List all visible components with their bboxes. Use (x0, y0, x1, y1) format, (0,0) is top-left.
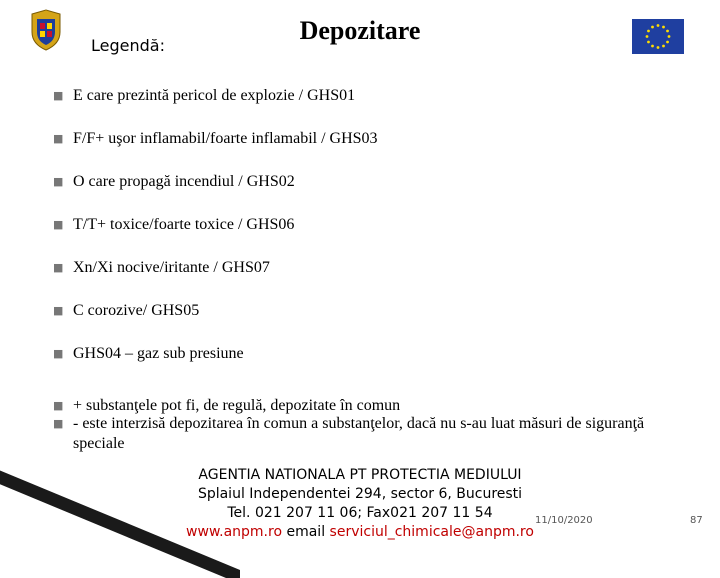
eu-star-icon (662, 45, 665, 48)
list-item (53, 258, 270, 278)
footer-address: Splaiul Independentei 294, sector 6, Bucuresti (197, 486, 523, 502)
square-bullet-icon: ■ (53, 347, 64, 360)
list-item (53, 86, 355, 106)
email-label: email (286, 524, 326, 540)
footer-phone: Tel. 021 207 11 06; Fax021 207 11 54 (227, 505, 493, 521)
list-item-text: Xn/Xi nocive/iritante / GHS07 (73, 259, 270, 276)
email-link[interactable]: serviciul_chimicale@anpm.ro (329, 524, 534, 540)
square-bullet-icon: ■ (53, 175, 64, 188)
footer-contact (120, 466, 600, 542)
square-bullet-icon: ■ (53, 218, 64, 231)
list-item-text: T/T+ toxice/foarte toxice / GHS06 (73, 216, 295, 233)
list-item (53, 414, 673, 454)
list-item-text: - este interzisă depozitarea în comun a substanţelor, dacă nu s-au luat măsuri de siguranţă speciale (73, 415, 645, 452)
list-item (53, 129, 378, 149)
eu-star-icon (657, 46, 660, 49)
page-title: Depozitare (299, 16, 421, 45)
eu-star-icon (666, 30, 669, 33)
footer-agency: AGENTIA NATIONALA PT PROTECTIA MEDIULUI (198, 467, 522, 483)
list-item-text: E care prezintă pericol de explozie / GHS01 (73, 87, 356, 104)
list-item-text: O care propagă incendiul / GHS02 (73, 173, 295, 190)
list-item-text: F/F+ uşor inflamabil/foarte inflamabil / GHS03 (73, 130, 378, 147)
eu-star-icon (666, 41, 669, 44)
eu-star-icon (668, 35, 671, 38)
eu-star-icon (647, 30, 650, 33)
list-item (53, 172, 295, 192)
list-item-text: GHS04 – gaz sub presiune (73, 345, 244, 362)
eu-flag-icon (632, 19, 684, 54)
website-link[interactable]: www.anpm.ro (186, 524, 283, 540)
square-bullet-icon: ■ (53, 417, 64, 430)
square-bullet-icon: ■ (53, 304, 64, 317)
eu-star-icon (657, 24, 660, 27)
eu-star-icon (651, 45, 654, 48)
list-item (53, 301, 199, 321)
list-item (53, 215, 294, 235)
list-item-text: + substanţele pot fi, de regulă, depozitate în comun (73, 397, 401, 414)
square-bullet-icon: ■ (53, 89, 64, 102)
slide-date: 11/10/2020 (535, 515, 593, 526)
eu-star-icon (647, 41, 650, 44)
eu-star-icon (651, 26, 654, 29)
eu-star-icon (662, 26, 665, 29)
page-number: 87 (690, 515, 703, 526)
legend-title: Legendă: (91, 36, 165, 55)
square-bullet-icon: ■ (53, 399, 64, 412)
square-bullet-icon: ■ (53, 261, 64, 274)
list-item (53, 396, 400, 416)
square-bullet-icon: ■ (53, 132, 64, 145)
list-item-text: C corozive/ GHS05 (73, 302, 200, 319)
footer-web-email (120, 523, 600, 542)
list-item (53, 344, 244, 364)
eu-star-icon (646, 35, 649, 38)
